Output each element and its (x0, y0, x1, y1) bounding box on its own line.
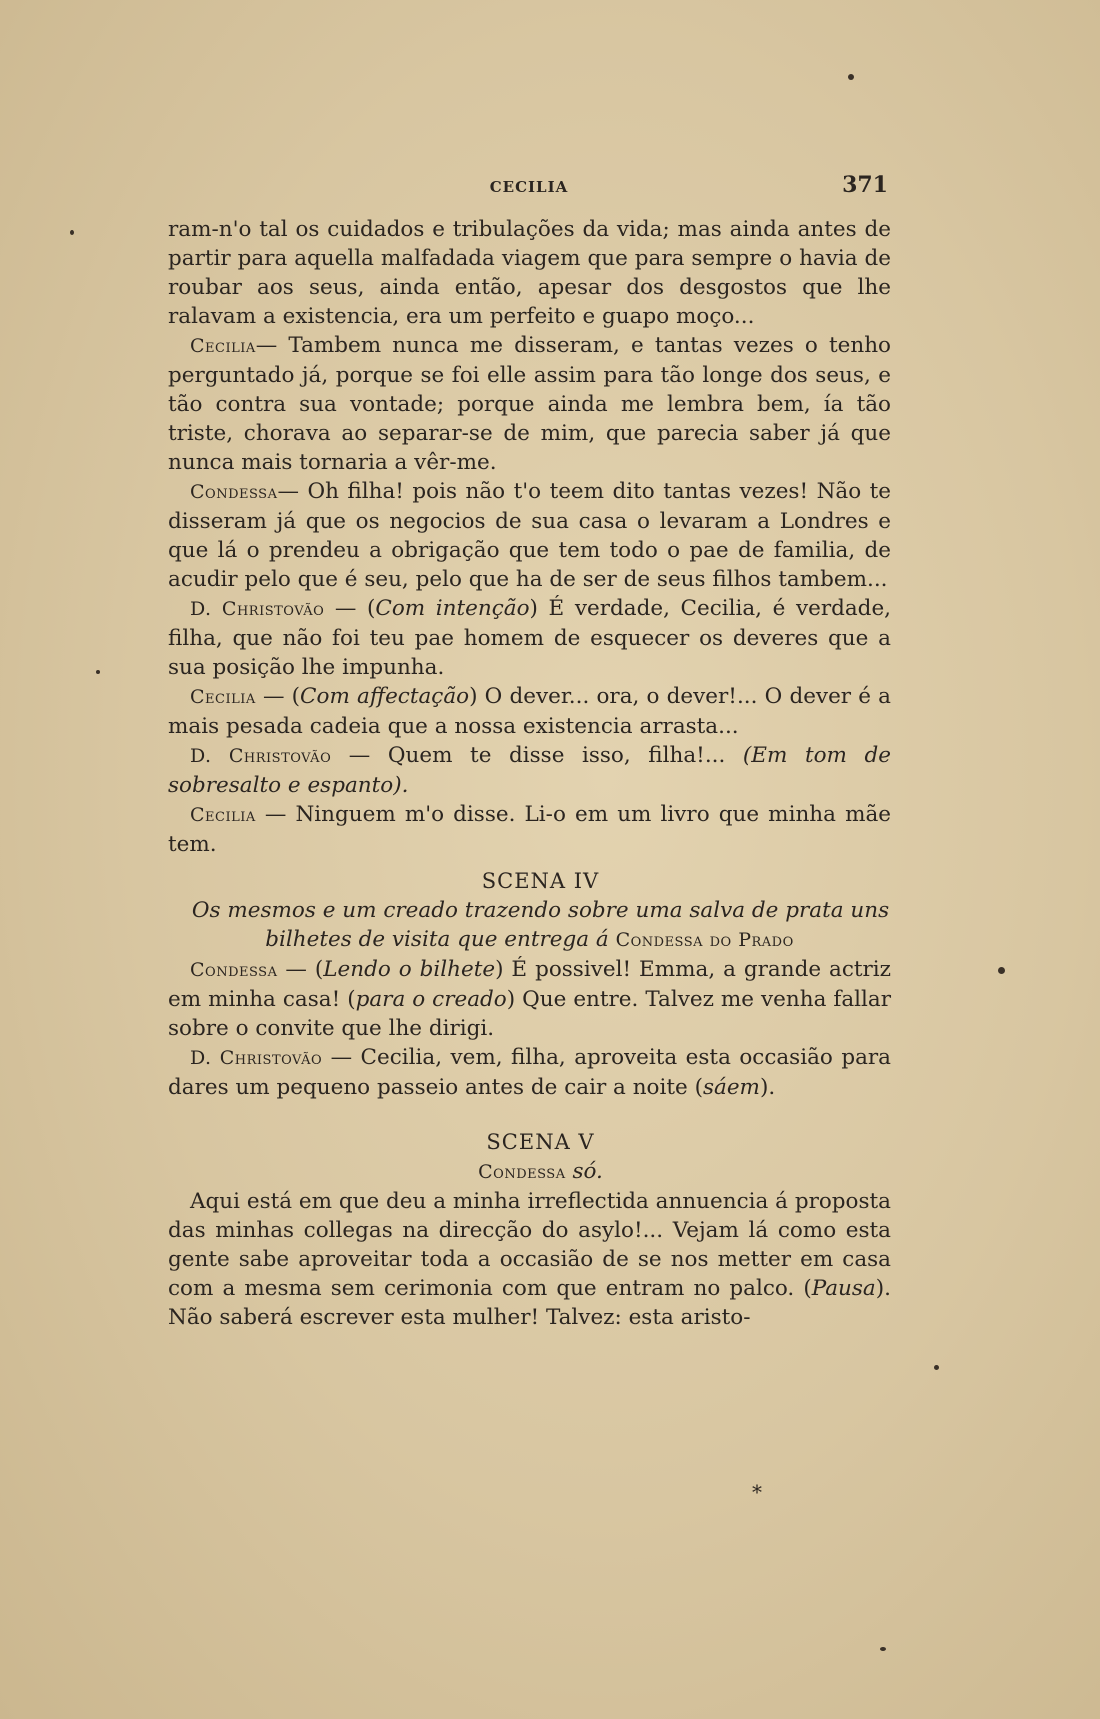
speaker-name: Cecilia (190, 686, 256, 708)
speech-text: ) É verdade, Cecilia, é verdade, filha, que não foi teu pae homem de esquecer os deveres que a sua posição lhe impunha. (168, 596, 892, 680)
dialogue-condessa-1 (168, 477, 891, 594)
dialogue-cecilia-3 (168, 800, 891, 859)
dialogue-cecilia-1 (168, 331, 891, 477)
running-title: CECILIA (489, 178, 569, 196)
speech-text: Aqui está em que deu a minha irreflectida annuencia á proposta das minhas collegas na direcção do asylo!... Vejam lá como esta gente sabe aproveitar toda a occasião de se nos metter em casa com a mesma sem cerimonia com que entram no palco. ( (168, 1189, 891, 1301)
dash: — ( (324, 596, 376, 621)
speaker-name: Cecilia (190, 335, 256, 357)
speaker-name: D. Christovão (190, 745, 332, 767)
dash: — ( (277, 957, 324, 982)
speech-text: — Quem te disse isso, filha!... (331, 743, 743, 768)
dialogue-christovao-2 (168, 741, 891, 800)
stage-direction: Lendo o bilhete (323, 957, 496, 982)
scene-stage-direction (168, 896, 891, 955)
stage-direction: Com affectação (300, 684, 470, 709)
speaker-name: D. Christovão (190, 598, 325, 620)
speaker-name: Cecilia (190, 804, 256, 826)
dialogue-christovao-3 (168, 1043, 891, 1102)
stage-character: Condessa do Prado (615, 929, 794, 951)
scene-character-line (168, 1157, 891, 1187)
stage-direction: (Em tom de sobresalto e espanto). (168, 743, 891, 798)
stage-direction: para o creado (355, 987, 507, 1012)
speech-text: ) Que entre. Talvez me venha fallar sobre o convite que lhe dirigi. (168, 987, 891, 1041)
page-header (168, 172, 890, 204)
paper-speck (998, 967, 1005, 974)
speech-text: — Cecilia, vem, filha, aproveita esta occasião para dares um pequeno passeio antes de cair a noite ( (168, 1045, 891, 1100)
page-number: 371 (842, 172, 888, 198)
monologue-condessa (168, 1187, 891, 1332)
paper-speck (880, 1647, 886, 1651)
dialogue-cecilia-2 (168, 682, 891, 741)
paper-speck (934, 1365, 939, 1370)
scene-title-iv: SCENA IV (481, 869, 600, 893)
paragraph-continuation: ram-n'o tal os cuidados e tribulações da vida; mas ainda antes de partir para aquella malfadada viagem que para sempre o havia de roubar aos seus, ainda então, apesar dos desgostos que lhe ralavam a existencia, era um perfeito e guapo moço... (168, 217, 891, 329)
spacer (168, 1102, 891, 1128)
stage-text: Os mesmos e um creado trazendo sobre uma salva de prata uns bilhetes de visita que entrega á (191, 898, 890, 952)
paper-speck (96, 670, 100, 674)
paper-speck (70, 230, 74, 235)
speech-text: — Ninguem m'o disse. Li-o em um livro que minha mãe tem. (168, 802, 891, 857)
page-body (168, 215, 891, 1332)
speaker-name: D. Christovão (190, 1047, 323, 1069)
speech-text: — Tambem nunca me disseram, e tantas vezes o tenho perguntado já, porque se foi elle assim para tão longe dos seus, e tão contra sua vontade; porque ainda me lembra bem, ía tão triste, chorava ao separar-se de mim, que parecia saber já que nunca mais tornaria a vêr-me. (168, 333, 891, 475)
dialogue-condessa-2 (168, 955, 891, 1043)
closing: ). (759, 1075, 776, 1100)
stage-direction: sáem (702, 1075, 760, 1100)
speech-text: ). Não saberá escrever esta mulher! Talvez: esta aristo- (168, 1276, 891, 1330)
speaker-name: Condessa (190, 481, 278, 503)
signature-mark: * (752, 1480, 762, 1504)
scene-title-v: SCENA V (486, 1130, 595, 1154)
speaker-name: Condessa (190, 959, 278, 981)
speech-text: ) É possivel! Emma, a grande actriz em minha casa! ( (168, 957, 891, 1012)
spacer (168, 859, 891, 867)
character-name: Condessa (478, 1161, 566, 1183)
stage-direction: Com intenção (375, 596, 530, 621)
stage-direction: só. (572, 1159, 603, 1184)
speech-text: — Oh filha! pois não t'o teem dito tantas vezes! Não te disseram já que os negocios de sua casa o levaram a Londres e que lá o prendeu a obrigação que tem todo o pae de familia, de acudir pelo que é seu, pelo que ha de ser de seus filhos tambem... (168, 479, 891, 592)
speech-text: ) O dever... ora, o dever!... O dever é a mais pesada cadeia que a nossa existencia arrasta... (168, 684, 892, 739)
dialogue-christovao-1 (168, 594, 891, 682)
paper-speck (848, 74, 854, 80)
stage-direction: Pausa (811, 1276, 876, 1301)
dash: — ( (255, 684, 301, 709)
